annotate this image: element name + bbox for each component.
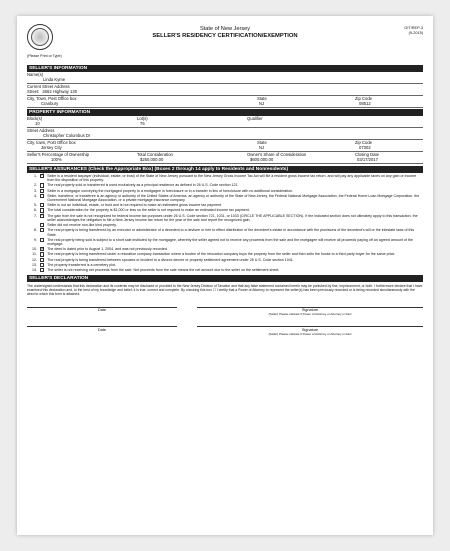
assurance-checkbox[interactable] bbox=[40, 203, 44, 207]
qualifier-label: Qualifier bbox=[247, 116, 263, 121]
property-zip-label: Zip Code bbox=[355, 140, 372, 145]
assurance-number: 11. bbox=[32, 252, 37, 257]
block-field[interactable]: 10 bbox=[35, 121, 40, 126]
seller-street-field[interactable]: 2662 Highway 130 bbox=[42, 89, 78, 94]
assurance-item bbox=[27, 228, 423, 237]
lot-label: Lot(s) bbox=[137, 116, 148, 121]
assurance-text: The property transferred is a cemetery plot. bbox=[47, 262, 117, 267]
assurance-number: 9. bbox=[34, 237, 37, 242]
form-header bbox=[27, 24, 423, 64]
assurance-item bbox=[27, 194, 423, 203]
signature-sub-1: (Seller) Please indicate if Power of Attorney or Attorney in Fact bbox=[268, 312, 352, 317]
closing-date-label: Closing Date bbox=[355, 152, 379, 157]
assurance-checkbox[interactable] bbox=[40, 247, 44, 251]
assurance-item bbox=[27, 252, 423, 256]
signature-line-1[interactable] bbox=[197, 307, 423, 317]
assurance-number: 10. bbox=[32, 247, 37, 252]
consideration-label: Total Consideration bbox=[137, 152, 173, 157]
assurance-number: 5. bbox=[34, 203, 37, 208]
seller-street-row bbox=[27, 84, 423, 96]
form-code: GIT/REP-3 bbox=[404, 26, 423, 30]
assurance-item bbox=[27, 238, 423, 247]
state-name: State of New Jersey bbox=[199, 26, 251, 32]
assurance-checkbox[interactable] bbox=[40, 258, 44, 262]
street-label: Current Street Address bbox=[27, 84, 70, 89]
assurance-number: 12. bbox=[32, 257, 37, 262]
assurance-number: 4. bbox=[34, 193, 37, 198]
street-prefix: Street: bbox=[27, 89, 40, 94]
lot-field[interactable]: 75 bbox=[140, 121, 145, 126]
assurance-text: Seller is a resident taxpayer (individual, estate, or trust) of the State of New Jersey pursuant to the New Jersey Gross Income Tax Act will file a resident gross income tax return, and will pay any applicable taxes on any gain or income from the disposition of this property. bbox=[47, 173, 417, 183]
closing-date-field[interactable]: 03/17/2017 bbox=[357, 157, 378, 162]
assurance-text: The total consideration for the property is $1,000 or less so the seller is not required to make an estimated income tax payment. bbox=[47, 208, 250, 213]
state-seal-icon bbox=[27, 24, 53, 50]
seller-zip-field[interactable]: 08512 bbox=[359, 101, 371, 106]
assurance-text: The real property is being transferred between spouses or incident to a divorce decree or property settlement agreement under 26 U.S. Code section 1041. bbox=[47, 257, 294, 262]
property-city-row bbox=[27, 140, 423, 152]
assurance-checkbox[interactable] bbox=[40, 183, 44, 187]
seller-city-row bbox=[27, 96, 423, 108]
assurance-item bbox=[27, 189, 423, 193]
signature-row-2 bbox=[27, 326, 423, 336]
assurance-checkbox[interactable] bbox=[40, 263, 44, 267]
property-city-field[interactable]: Jersey City bbox=[41, 145, 62, 150]
declaration-text: The undersigned understands that this declaration and its contents may be disclosed or provided to the New Jersey Division of Taxation and that any false statement contained herein may be punished by fine, imprisonment, or both. I furthermore declare that I have examined this declaration and, to the best of my knowledge and belief, it is true, correct and complete. By checking this box ☐ I certify that a Power of Attorney to represent the seller(s) has been previously recorded or is being recorded simultaneously with the deed to which this form is attached. bbox=[27, 284, 423, 297]
form-title: SELLER'S RESIDENCY CERTIFICATION/EXEMPTION bbox=[152, 33, 298, 39]
property-info-heading: PROPERTY INFORMATION bbox=[27, 109, 423, 116]
date-line-2[interactable] bbox=[27, 326, 177, 336]
assurance-number: 7. bbox=[34, 213, 37, 218]
assurance-checkbox[interactable] bbox=[40, 252, 44, 256]
consideration-row bbox=[27, 152, 423, 164]
assurance-checkbox[interactable] bbox=[40, 223, 44, 227]
assurance-number: 14. bbox=[32, 268, 37, 272]
form-date: (9-2015) bbox=[408, 30, 423, 35]
signature-line-2[interactable] bbox=[197, 326, 423, 336]
assurance-checkbox[interactable] bbox=[40, 228, 44, 232]
assurance-text: The deed is dated prior to August 1, 2004, and was not previously recorded. bbox=[47, 247, 168, 252]
ownership-pct-field[interactable]: 100% bbox=[51, 157, 62, 162]
property-state-label: State bbox=[257, 140, 267, 145]
assurance-item bbox=[27, 203, 423, 207]
assurance-number: 6. bbox=[34, 208, 37, 213]
property-street-row bbox=[27, 128, 423, 140]
signature-label-2: Signature bbox=[301, 327, 319, 332]
owner-share-label: Owner's Share of Consideration bbox=[247, 152, 307, 157]
signature-row-1 bbox=[27, 307, 423, 317]
assurance-item bbox=[27, 268, 423, 272]
signature-label-1: Signature bbox=[301, 308, 319, 313]
assurance-text: Seller is not an individual, estate, or trust and is not required to make an estimated gross income tax payment. bbox=[47, 203, 222, 208]
zip-label: Zip Code bbox=[355, 96, 372, 101]
assurance-checkbox[interactable] bbox=[40, 174, 44, 178]
assurance-number: 1. bbox=[34, 173, 37, 178]
block-label: Block(s) bbox=[27, 116, 43, 121]
assurance-text: The real property is being transferred by an executor or administrator of a decedent to a devisee or heir to effect distribution of the decedent's estate in accordance with the provisions of the decedent's will or the intestate laws of this State. bbox=[47, 228, 415, 237]
property-city-label: City, town, Post Office box bbox=[27, 140, 76, 145]
assurance-item bbox=[27, 214, 423, 223]
assurance-item bbox=[27, 208, 423, 212]
assurance-item bbox=[27, 258, 423, 262]
seller-info-heading: SELLER'S INFORMATION bbox=[27, 65, 423, 72]
assurance-number: 2. bbox=[34, 183, 37, 188]
property-zip-field[interactable]: 07302 bbox=[359, 145, 371, 150]
assurance-item bbox=[27, 183, 423, 187]
form-number bbox=[404, 26, 423, 36]
city-label: City, Town, Post Office box bbox=[27, 96, 77, 101]
assurance-checkbox[interactable] bbox=[40, 189, 44, 193]
date-label-1: Date bbox=[97, 308, 107, 313]
assurance-checkbox[interactable] bbox=[40, 194, 44, 198]
seller-names-row bbox=[27, 72, 423, 84]
date-line-1[interactable] bbox=[27, 307, 177, 317]
assurances-heading: SELLER'S ASSURANCES (Check the Appropriate Box) (Boxes 2 through 14 apply to Residents and Nonresidents) bbox=[27, 166, 423, 173]
assurance-number: 3. bbox=[34, 188, 37, 193]
property-state-field[interactable]: NJ bbox=[259, 145, 265, 150]
assurance-text: The real property is being transferred under a relocation company transaction where a trustee of the relocation company buys the property from the seller and then sells the house to a third party buyer for the same price. bbox=[47, 252, 396, 257]
assurance-item bbox=[27, 247, 423, 251]
assurance-text: Seller is a mortgagor conveying the mortgaged property to a mortgagee in foreclosure or in a transfer in lieu of foreclosure with no additional consideration. bbox=[47, 188, 294, 193]
assurance-text: The real property being sold is subject to a short sale instituted by the mortgagee, whereby the seller agreed not to receive any proceeds from the sale and the mortgagee will receive all proceeds paying off an agreed amount of the mortgage. bbox=[47, 237, 413, 247]
assurance-text: Seller, transferor, or transferee is an agency or authority of the United States of America, an agency or authority of the State of New Jersey, the Federal National Mortgage Association, the Federal Home Loan Mortgage Corporation, the Government National Mortgage Association, or a private mortgage insurance company. bbox=[47, 193, 420, 203]
seller-state-field[interactable]: NJ bbox=[259, 101, 265, 106]
assurance-text: The seller is not receiving net proceeds from the sale. Net proceeds from the sale means the net amount due to the seller on the settlement sheet. bbox=[47, 268, 280, 272]
assurance-item bbox=[27, 223, 423, 227]
names-field[interactable]: Linda Kyme bbox=[43, 77, 66, 82]
consideration-field[interactable]: $250,000.00 bbox=[140, 157, 164, 162]
seller-city-field[interactable]: Cranbury bbox=[41, 101, 59, 106]
assurance-item bbox=[27, 263, 423, 267]
assurance-checkbox[interactable] bbox=[40, 214, 44, 218]
signature-sub-2: (Seller) Please indicate if Power of Attorney or Attorney in Fact bbox=[268, 331, 352, 336]
assurance-number: 8. bbox=[34, 228, 37, 233]
owner-share-field[interactable]: $600,000.00 bbox=[250, 157, 274, 162]
signature-area bbox=[27, 307, 423, 336]
assurance-checkbox[interactable] bbox=[40, 268, 44, 272]
declaration-heading: SELLER'S DECLARATION bbox=[27, 275, 423, 282]
print-note: (Please Print or Type) bbox=[27, 54, 62, 58]
assurance-text: The real property sold or transferred is used exclusively as a principal residence as defined in 26 U.S. Code section 121. bbox=[47, 183, 239, 188]
assurance-number: 13. bbox=[32, 262, 37, 267]
assurance-checkbox[interactable] bbox=[40, 238, 44, 242]
names-label: Name(s) bbox=[27, 72, 44, 77]
block-lot-row bbox=[27, 116, 423, 128]
assurance-text: The gain from the sale is not recognized for federal income tax purposes under 26 U.S. Code section 721, 1031, or 1033 (CIRCLE THE APPLICABLE SECTION). If the indicated section does not ultimately apply to this transaction, the seller acknowledges the obligation to file a New Jersey income tax return for the year of the sale and report the recognized gain. bbox=[47, 213, 418, 222]
date-label-2: Date bbox=[97, 327, 107, 332]
form-page bbox=[17, 16, 433, 535]
ownership-pct-label: Seller's Percentage of Ownership bbox=[27, 152, 90, 157]
assurance-text: Seller did not receive non-like kind property. bbox=[47, 223, 117, 228]
state-label: State bbox=[257, 96, 267, 101]
title-block bbox=[97, 26, 353, 39]
property-street-label: Street Address bbox=[27, 128, 55, 133]
property-street-field[interactable]: Christopher Columbus Dr bbox=[43, 133, 91, 138]
assurance-item bbox=[27, 174, 423, 183]
assurances-list bbox=[27, 174, 423, 272]
